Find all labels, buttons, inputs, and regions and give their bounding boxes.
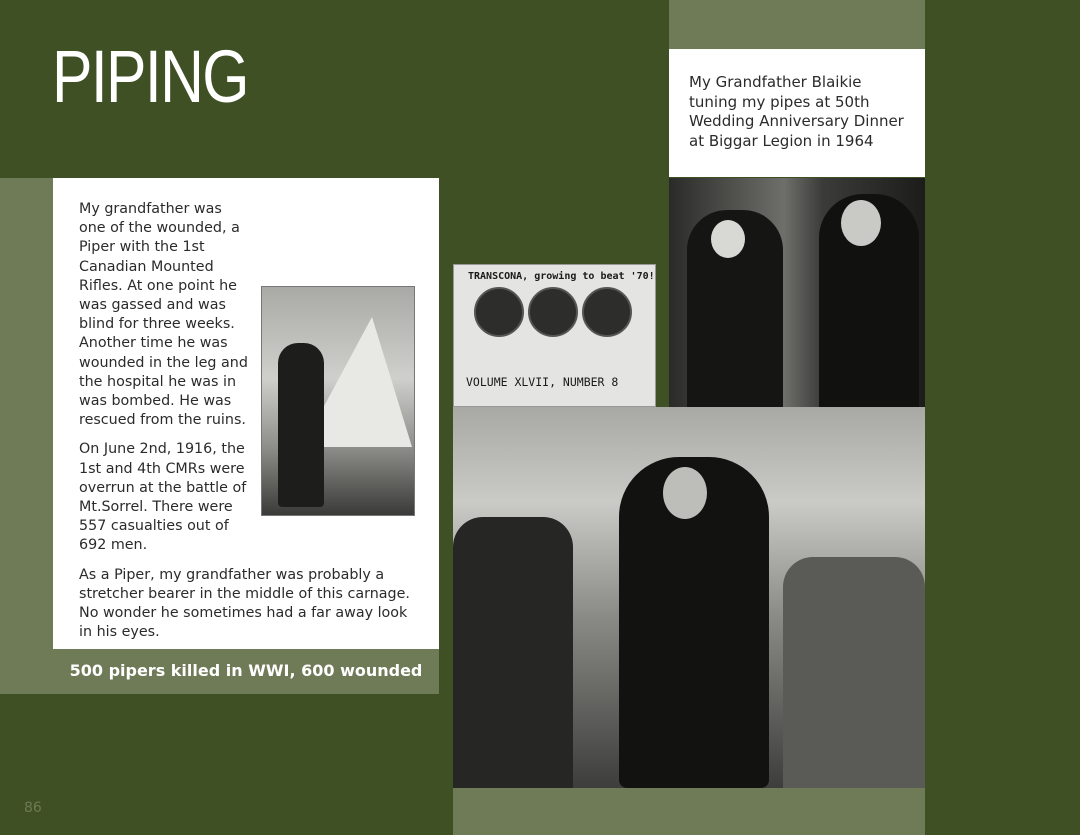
pipers-caption: 500 pipers killed in WWI, 600 wounded <box>69 660 423 680</box>
piper-face <box>663 467 707 519</box>
page-title: PIPING <box>52 35 248 118</box>
magazine-volume: VOLUME XLVII, NUMBER 8 <box>466 375 619 389</box>
story-text-card <box>53 178 439 649</box>
bottom-olive-band <box>453 788 925 835</box>
page-number: 86 <box>24 800 42 816</box>
story-paragraph-3: As a Piper, my grandfather was probably a stretcher bearer in the middle of this carnage. No wonder he sometimes had a far away look in his eyes. <box>79 566 410 641</box>
magazine-logos <box>474 287 632 337</box>
crowd-right <box>783 557 925 788</box>
grandfather-face <box>841 200 881 246</box>
magazine-cover-clipping <box>453 264 656 407</box>
crowd-left <box>453 517 573 788</box>
magazine-logo-icon <box>582 287 632 337</box>
story-paragraph-2: On June 2nd, 1916, the 1st and 4th CMRs were overrun at the battle of Mt.Sorrel. There were 557 casualties out of 692 men. <box>79 441 247 554</box>
magazine-logo-icon <box>474 287 524 337</box>
magazine-logo-icon <box>528 287 578 337</box>
magazine-header: TRANSCONA, growing to beat '70! <box>468 271 655 282</box>
story-paragraph-1 <box>79 200 413 430</box>
grandfather-tuning-photo <box>669 178 925 419</box>
story-paragraph-1-text: My grandfather was one of the wounded, a Piper with the 1st Canadian Mounted Rifles. At one point he was gassed and was blind for three weeks. Another time he was wounded in the leg and the hospital he was in was bombed. He was rescued from the ruins. <box>79 201 248 429</box>
grandfather-caption-card: My Grandfather Blaikie tuning my pipes at 50th Wedding Anniversary Dinner at Biggar Legion in 1964 <box>669 49 925 177</box>
piper-banquet-photo <box>453 407 925 788</box>
soldier-photo <box>261 286 415 516</box>
top-right-olive-band <box>669 0 925 49</box>
young-piper-face <box>711 220 745 258</box>
soldier-figure <box>278 343 324 507</box>
